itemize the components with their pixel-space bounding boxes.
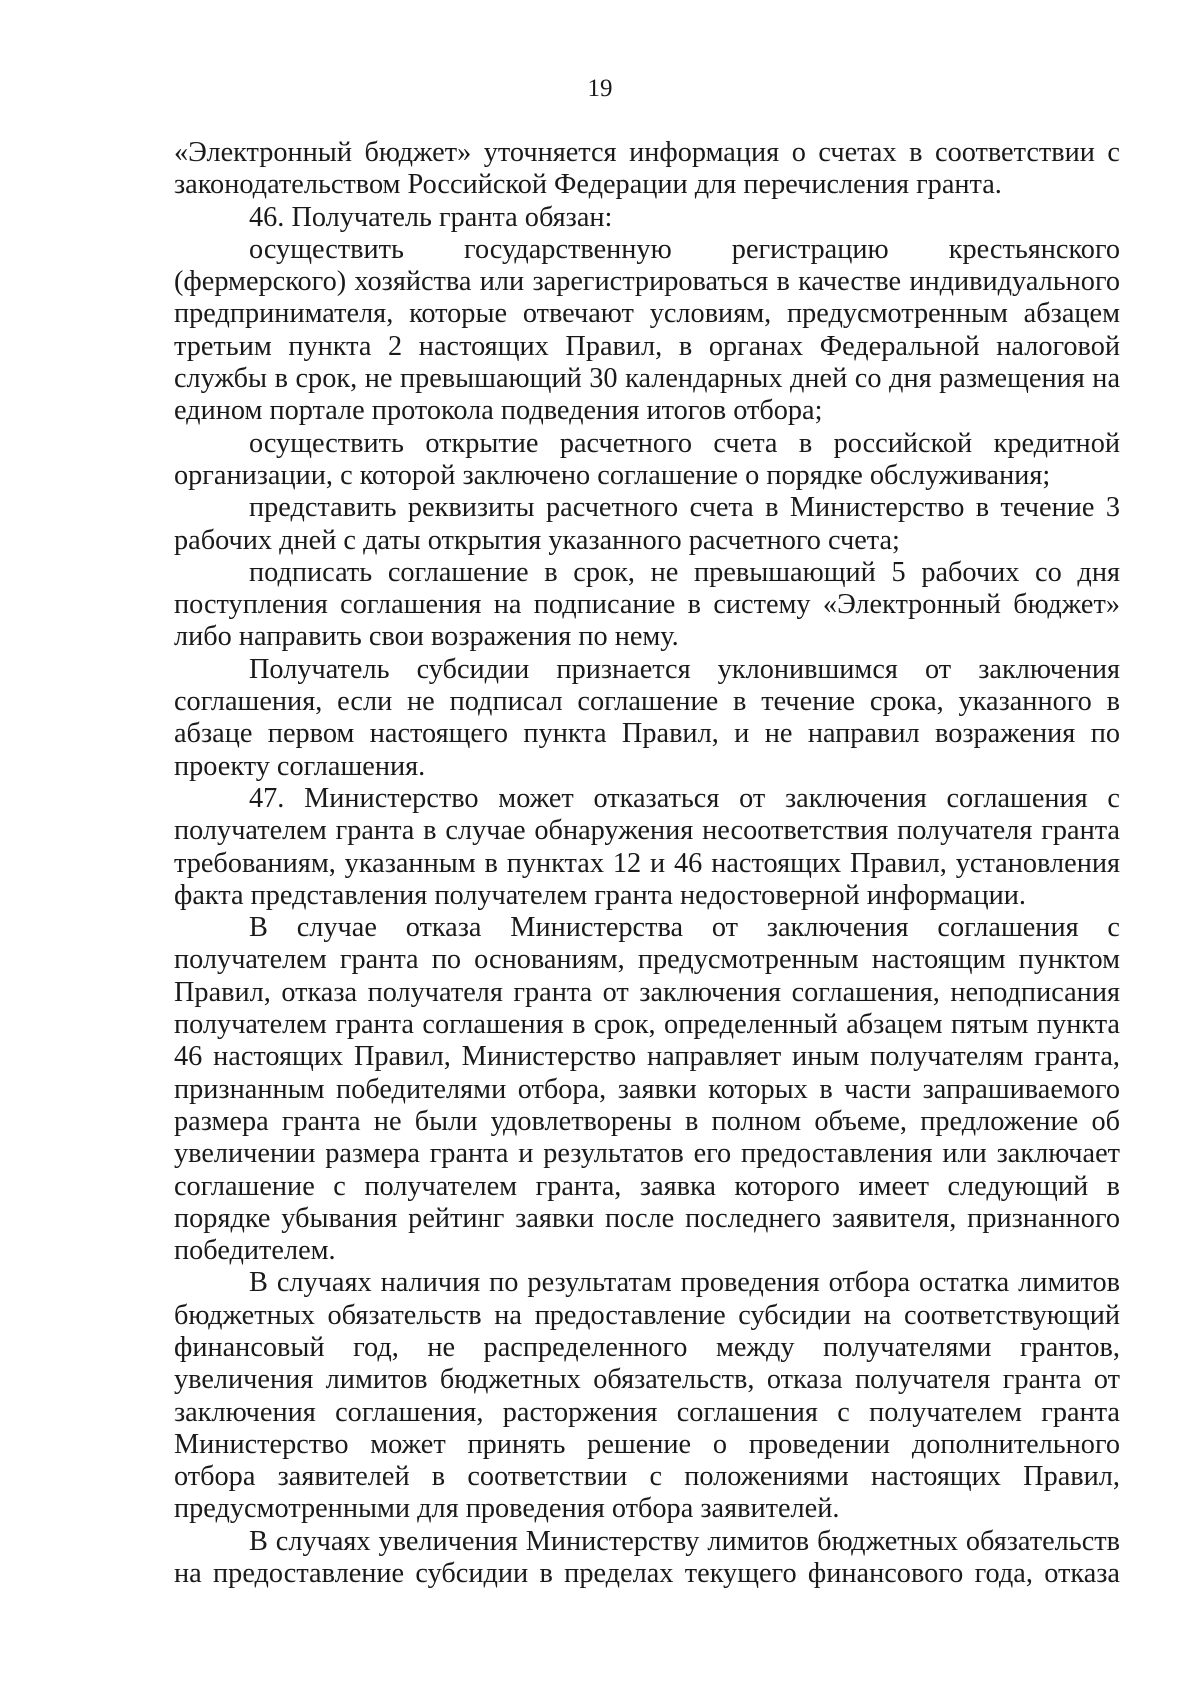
paragraph-limits-increase: В случаях увеличения Министерству лимитов бюджетных обязательств на предоставление субсидии в пределах текущего финансового года, отказа: [174, 1525, 1120, 1590]
paragraph-evasion: Получатель субсидии признается уклонившимся от заключения соглашения, если не подписал соглашение в течение срока, указанного в абзаце первом настоящего пункта Правил, и не направил возражения по проекту соглашения.: [174, 653, 1120, 782]
page-number: 19: [587, 75, 613, 102]
paragraph-registration: осуществить государственную регистрацию крестьянского (фермерского) хозяйства или зарегистрироваться в качестве индивидуального предпринимателя, которые отвечают условиям, предусмотренным абзацем третьим пункта 2 настоящих Правил, в органах Федеральной налоговой службы в срок, не превышающий 30 календарных дней со дня размещения на едином портале протокола подведения итогов отбора;: [174, 233, 1120, 427]
paragraph-sign-agreement: подписать соглашение в срок, не превышающий 5 рабочих со дня поступления соглашения на подписание в систему «Электронный бюджет» либо направить свои возражения по нему.: [174, 556, 1120, 653]
paragraph-account-details: представить реквизиты расчетного счета в Министерство в течение 3 рабочих дней с даты открытия указанного расчетного счета;: [174, 492, 1120, 556]
paragraph-account-opening: осуществить открытие расчетного счета в российской кредитной организации, с которой заключено соглашение о порядке обслуживания;: [174, 427, 1120, 491]
paragraph-clause-47: 47. Министерство может отказаться от заключения соглашения с получателем гранта в случае обнаружения несоответствия получателя гранта требованиям, указанным в пунктах 12 и 46 настоящих Правил, установления факта представления получателем гранта недостоверной информации.: [174, 782, 1120, 911]
paragraph-clause-46-heading: 46. Получатель гранта обязан:: [249, 201, 613, 233]
paragraph-continuation: «Электронный бюджет» уточняется информация о счетах в соответствии с законодательством Российской Федерации для перечисления гранта.: [174, 137, 1120, 201]
document-body: [174, 137, 1120, 1590]
paragraph-refusal-case: В случае отказа Министерства от заключения соглашения с получателем гранта по основаниям, предусмотренным настоящим пунктом Правил, отказа получателя гранта от заключения соглашения, неподписания получателем гранта соглашения в срок, определенный абзацем пятым пункта 46 настоящих Правил, Министерство направляет иным получателям гранта, признанным победителями отбора, заявки которых в части запрашиваемого размера гранта не были удовлетворены в полном объеме, предложение об увеличении размера гранта и результатов его предоставления или заключает соглашение с получателем гранта, заявка которого имеет следующий в порядке убывания рейтинг заявки после последнего заявителя, признанного победителем.: [174, 912, 1120, 1267]
paragraph-additional-selection: В случаях наличия по результатам проведения отбора остатка лимитов бюджетных обязательств на предоставление субсидии на соответствующий финансовый год, не распределенного между получателями грантов, увеличения лимитов бюджетных обязательств, отказа получателя гранта от заключения соглашения, расторжения соглашения с получателем гранта Министерство может принять решение о проведении дополнительного отбора заявителей в соответствии с положениями настоящих Правил, предусмотренными для проведения отбора заявителей.: [174, 1267, 1120, 1525]
